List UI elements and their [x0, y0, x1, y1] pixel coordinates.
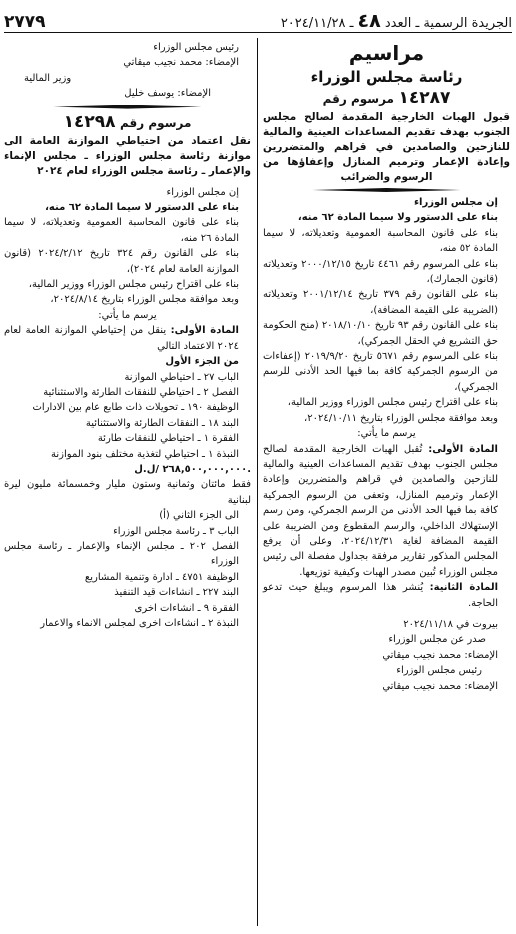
page-number: ٢٧٧٩ — [4, 12, 46, 32]
place-date: بيروت في ٢٠٢٤/١١/١٨ — [403, 618, 498, 630]
decree-subject: قبول الهبات الخارجية المقدمة لصالح مجلس الجنوب بهدف تقديم المساعدات العينية والمالية للنازحين والصامدين في قراهم والمتضررين وإعادة الإعمار وترميم المنازل وإعفاؤها من الرسوم والضرائب — [263, 111, 510, 183]
article-1-label: المادة الأولى: — [428, 443, 498, 455]
decree-number-line — [4, 112, 251, 134]
preamble-line: بناء على اقتراح رئيس مجلس الوزراء ووزير المالية، — [28, 279, 239, 291]
article-2 — [263, 580, 510, 611]
decree-label: مرسوم رقم — [120, 115, 192, 130]
decrees-line: يرسم ما يأتي: — [357, 428, 416, 440]
preamble-line: بناء على اقتراح رئيس مجلس الوزراء ووزير المالية، — [287, 397, 498, 409]
decree-number: ١٤٢٩٨ — [63, 111, 116, 132]
article-2-text: يُنشر هذا المرسوم ويبلغ حيث تدعو الحاجة. — [263, 582, 498, 609]
preamble-line: بناء على القانون رقم ٩٣ تاريخ ٢٠١٨/١٠/١٠ (منح الحكومة حق التشريع في الحقل الجمركي)، — [263, 320, 498, 347]
budget-item: النبذة ١ ـ احتياطي لتغذية مختلف بنود الموازنة — [51, 448, 239, 460]
article-1-label: المادة الأولى: — [170, 325, 239, 337]
budget-item: الوظيفة ١٩٠ ـ تحويلات ذات طابع عام بين الادارات — [32, 402, 239, 414]
preamble-line: بناء على القانون رقم ٣٢٤ تاريخ ٢٠٢٤/٢/١٢ (قانون الموازنة العامة لعام ٢٠٢٤)، — [4, 248, 239, 275]
page-header — [4, 2, 512, 33]
journal-title: الجريدة الرسمية ـ العدد — [384, 16, 512, 31]
decree-subject: نقل اعتماد من احتياطي الموازنة العامة الى موازنة رئاسة مجلس الوزراء ـ مجلس الإنماء والإعمار ـ رئاسة مجلس الوزراء لعام ٢٠٢٤ — [4, 134, 251, 177]
article-1 — [4, 323, 251, 354]
budget-item: الفصل ٢٠٢ ـ مجلس الإنماء والإعمار ـ رئاسة مجلس الوزراء — [4, 540, 240, 568]
article-2-label: المادة الثانية: — [429, 582, 499, 594]
budget-item: الباب ٢٧ ـ احتياطي الموازنة — [124, 371, 239, 383]
amount-in-words: فقط مائتان وثمانية وستون مليار وخمسمائة مليون ليرة لبنانية — [4, 479, 251, 506]
pm-title: رئيس مجلس الوزراء — [396, 665, 482, 677]
journal-issue-line — [281, 10, 512, 32]
decree-number-line — [263, 88, 510, 110]
right-column — [263, 40, 510, 694]
section-heading: مراسيم — [348, 41, 425, 65]
preamble-line: إن مجلس الوزراء — [166, 186, 239, 198]
issue-number: ٤٨ — [357, 10, 381, 32]
separator — [53, 105, 201, 109]
article-1-text: ينقل من إحتياطي الموازنة العامة لعام ٢٠٢٤ الاعتماد التالي — [4, 325, 239, 352]
article-1 — [263, 442, 510, 581]
budget-item: الوظيفة ٤٧٥١ ـ ادارة وتنمية المشاريع — [84, 571, 239, 583]
finance-minister-title: وزير المالية — [24, 72, 72, 84]
budget-item: الفقرة ١ ـ احتياطي للنفقات طارئة — [97, 433, 239, 445]
preamble-line: بناء على المرسوم رقم ٤٤٦١ تاريخ ٢٠٠٠/١٢/١٥ وتعديلاته (قانون الجمارك)، — [263, 258, 498, 286]
budget-item: البند ٢٢٧ ـ انشاءات قيد التنفيذ — [114, 587, 239, 599]
issue-date: ـ ٢٠٢٤/١١/٢٨ — [280, 16, 354, 31]
budget-item: الباب ٣ ـ رئاسة مجلس الوزراء — [113, 525, 239, 537]
preamble-line: بناء على قانون المحاسبة العمومية وتعديلاته، لا سيما المادة ٥٢ منه، — [263, 227, 498, 255]
signature: الإمضاء: محمد نجيب ميقاتي — [382, 649, 498, 661]
transfer-amount: ٢٦٨,٥٠٠,٠٠٠,٠٠٠ /ل.ل. — [134, 463, 251, 475]
signature: الإمضاء: محمد نجيب ميقاتي — [123, 57, 239, 69]
budget-item: النبذة ٢ ـ انشاءات اخرى لمجلس الانماء والاعمار — [40, 618, 239, 629]
preamble-line: إن مجلس الوزراء — [413, 197, 498, 208]
preamble-line: بناء على الدستور لا سيما المادة ٦٢ منه، — [45, 202, 239, 214]
left-column — [4, 40, 251, 631]
pm-title: رئيس مجلس الوزراء — [153, 42, 239, 53]
destination-part: الى الجزء الثاني (أ) — [159, 510, 239, 522]
signature: الإمضاء: محمد نجيب ميقاتي — [382, 680, 498, 692]
preamble-line: بناء على الدستور ولا سيما المادة ٦٢ منه، — [297, 212, 498, 224]
issued-by: صدر عن مجلس الوزراء — [388, 634, 486, 646]
article-1-text: تُقبل الهبات الخارجية المقدمة لصالح مجلس الجنوب بهدف تقديم المساعدات العينية والمالية للنازحين والصامدين في قراهم والمتضررين وإعادة الإعمار وترميم المنازل، وتعفى من الرسوم الجمركية كافة بما فيها الحد الأدنى من الرسم الجمركي، ومن رسم الإستهلاك الداخلي، والرسم المقطوع ومن الضريبة على القيمة المضافة لغاية ٢٠٢٤/١٢/٣١، وعلى أن يرفع المجلس المذكور تقارير مرفقة بجداول مفصلة الى رئيس مجلس الوزراء تُبين مصدر الهبات وكيفية توزيعها. — [263, 443, 498, 578]
decrees-line: يرسم ما يأتي: — [98, 309, 157, 321]
preamble-line: بناء على قانون المحاسبة العمومية وتعديلاته، لا سيما المادة ٢٦ منه، — [4, 217, 239, 244]
column-divider — [257, 38, 258, 926]
authority-title: رئاسة مجلس الوزراء — [310, 68, 463, 86]
separator — [312, 188, 460, 192]
decree-number: ١٤٢٨٧ — [398, 88, 451, 108]
budget-item: البند ١٨ ـ النفقات الطارئة والاستثنائية — [85, 417, 239, 429]
decree-label: مرسوم رقم — [322, 92, 394, 106]
preamble-line: بناء على القانون رقم ٣٧٩ تاريخ ٢٠٠١/١٢/١٤ وتعديلاته (الضريبة على القيمة المضافة)، — [263, 289, 498, 316]
preamble-line: وبعد موافقة مجلس الوزراء بتاريخ ٢٠٢٤/١٠/١١، — [304, 412, 498, 424]
budget-item: الفصل ٢ ـ احتياطي للنفقات الطارئة والاستثنائية — [43, 386, 239, 398]
budget-item: الفقرة ٩ ـ انشاءات اخرى — [134, 602, 239, 614]
preamble-line: بناء على المرسوم رقم ٥٦٧١ تاريخ ٢٠١٩/٩/٢٠ (إعفاءات من الرسوم الجمركية كافة بما فيها الحد الأدنى للرسم الجمركي)، — [263, 351, 498, 393]
part-heading: من الجزء الأول — [165, 356, 239, 368]
signature: الإمضاء: يوسف خليل — [124, 88, 211, 100]
preamble-line: وبعد موافقة مجلس الوزراء بتاريخ ٢٠٢٤/٨/١٤، — [50, 294, 239, 306]
